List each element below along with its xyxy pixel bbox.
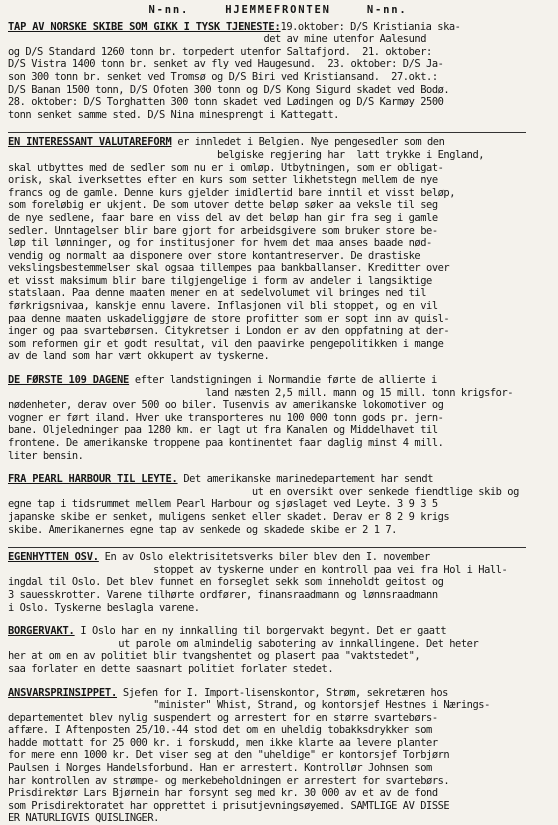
article-line: [8, 638, 548, 651]
article-line: [8, 812, 548, 825]
article-text: førkrigsnivaa, kanskje ennu lavere. Inflasjonen vil bli stoppet, og en vil: [8, 300, 438, 312]
article-line: [8, 21, 548, 34]
article-text: stoppet av tyskerne under en kontroll paa vei fra Hol i Hall-: [8, 564, 507, 576]
page-header: [8, 4, 548, 17]
article: [8, 473, 548, 536]
article-text: ER NATURLIGVIS QUISLINGER.: [8, 812, 159, 824]
article-text: som foreløbig er ukjent. De som utover dette beløp søker aa veksle til seg: [8, 199, 438, 211]
article-line: [8, 551, 548, 564]
article-text: En av Oslo elektrisitetsverks biler blev den I. november: [99, 551, 430, 563]
article: [8, 21, 548, 122]
article-text: her at om en av politiet blir tvangshentet og plasert paa "vaktstedet",: [8, 650, 420, 662]
article-line: [8, 374, 548, 387]
article-line: [8, 699, 548, 712]
article-line: [8, 473, 548, 486]
article-text: løp til lønninger, og for institusjoner for hvem det maa anses baade nød-: [8, 237, 432, 249]
article-heading: FRA PEARL HARBOUR TIL LEYTE.: [8, 473, 178, 485]
article-line: [8, 412, 548, 425]
article-text: D/S Vistra 1400 tonn br. senket av fly ved Haugesund. 23. oktober: D/S Ja-: [8, 58, 443, 70]
article-line: [8, 313, 548, 326]
article-line: [8, 250, 548, 263]
article-line: [8, 71, 548, 84]
article-line: [8, 387, 548, 400]
divider: [8, 132, 526, 133]
article-text: nødenheter, derav over 500 oo biler. Tusenvis av amerikanske lokomotiver og: [8, 399, 443, 411]
article-line: [8, 687, 548, 700]
article-text: vekslingsbestemmelser skal ogsaa tillempes paa bankballanser. Kreditter over: [8, 262, 449, 274]
newsletter-title: HJEMMEFRONTEN: [225, 4, 331, 16]
article-line: [8, 787, 548, 800]
article: [8, 687, 548, 825]
article-line: [8, 486, 548, 499]
article-heading: DE FØRSTE 109 DAGENE: [8, 374, 129, 386]
article-text: skibe. Amerikanernes egne tap av senkede og skadede skibe er 2 1 7.: [8, 524, 397, 536]
article-text: av de land som har vært okkupert av tyskerne.: [8, 350, 269, 362]
article-text: 19.oktober: D/S Kristiania ska-: [281, 21, 461, 33]
article-text: som reformen gir et godt resultat, vil den paavirke pengepolitikken i mange: [8, 338, 443, 350]
article-line: [8, 174, 548, 187]
article-line: [8, 800, 548, 813]
article-text: bane. Oljeledninger paa 1280 km. er lagt ut fra Kanalen og Middelhavet til: [8, 424, 438, 436]
article-line: [8, 338, 548, 351]
article-line: [8, 737, 548, 750]
article-text: Prisdirektør Lars Bjørnein har forsynt seg med kr. 30 000 av et av de fond: [8, 787, 438, 799]
article-text: son 300 tonn br. senket ved Tromsø og D/S Biri ved Kristiansand. 27.okt.:: [8, 71, 438, 83]
article-line: [8, 199, 548, 212]
article-line: [8, 46, 548, 59]
article: [8, 132, 548, 363]
article-text: affære. I Aftenposten 25/10.-44 stod det om en uheldig tobakksdrykker som: [8, 724, 432, 736]
article-line: [8, 33, 548, 46]
article-text: statslaan. Paa denne maaten mener en at sedelvolumet vil bringes ned til: [8, 287, 426, 299]
article-line: [8, 576, 548, 589]
article-line: [8, 437, 548, 450]
article-list: [8, 21, 548, 825]
article-line: [8, 724, 548, 737]
header-right-mark: N-nn.: [367, 4, 408, 16]
article-line: [8, 663, 548, 676]
article-text: I Oslo har en ny innkalling til borgervakt begynt. Det er gaatt: [75, 625, 447, 637]
article-line: [8, 136, 548, 149]
article-text: ut en oversikt over senkede fiendtlige skib og: [8, 486, 519, 498]
article-text: saa forlater en dette saasnart politiet forlater stedet.: [8, 663, 333, 675]
article: [8, 374, 548, 462]
article-line: [8, 225, 548, 238]
article-text: det av mine utenfor Aalesund: [8, 33, 426, 45]
article-heading: EN INTERESSANT VALUTAREFORM: [8, 136, 172, 148]
article-text: Paulsen i Norges Handelsforbund. Han er arrestert. Kontrollør Johnsen som: [8, 762, 432, 774]
article-heading: EGENHYTTEN OSV.: [8, 551, 99, 563]
article-text: for mere enn 1000 kr. Det viser seg at den "uheldige" er kontorsjef Torbjørn: [8, 749, 449, 761]
article-text: frontene. De amerikanske troppene paa kontinentet faar daglig minst 4 mill.: [8, 437, 443, 449]
article-line: [8, 712, 548, 725]
article-text: ut parole om almindelig sabotering av innkallingene. Det heter: [8, 638, 478, 650]
article-line: [8, 275, 548, 288]
article-line: [8, 350, 548, 363]
article-line: [8, 450, 548, 463]
article-text: og D/S Standard 1260 tonn br. torpedert utenfor Saltafjord. 21. oktober:: [8, 46, 432, 58]
article-heading: ANSVARSPRINSIPPET.: [8, 687, 117, 699]
article-text: egne tap i tidsrummet mellem Pearl Harbour og sjøslaget ved Leyte. 3 9 3 5: [8, 498, 438, 510]
article-text: japanske skibe er senket, muligens senket eller skadet. Derav er 8 2 9 krigs: [8, 511, 449, 523]
article-line: [8, 162, 548, 175]
article-line: [8, 589, 548, 602]
article-text: departementet blev nylig suspendert og arrestert for en større svartebørs-: [8, 712, 438, 724]
article-text: de nye sedlene, faar bare en viss del av det beløp han gir fra seg i gamle: [8, 212, 438, 224]
article-line: [8, 84, 548, 97]
article-text: vendig og normalt aa disponere over store kontantreserver. De drastiske: [8, 250, 420, 262]
article-text: inger og paa svartebørsen. Citykretser i London er av den oppfatning at der-: [8, 325, 449, 337]
article-text: land næsten 2,5 mill. mann og 15 mill. tonn krigsfor-: [8, 387, 513, 399]
article-line: [8, 325, 548, 338]
article-text: er innledet i Belgien. Nye pengesedler som den: [172, 136, 445, 148]
article-line: [8, 187, 548, 200]
article-line: [8, 237, 548, 250]
article-text: skal utbyttes med de sedler som nu er i omløp. Utbytningen, som er obligat-: [8, 162, 443, 174]
article-line: [8, 775, 548, 788]
article-line: [8, 625, 548, 638]
article-text: Sjefen for I. Import-lisenskontor, Strøm, sekretæren hos: [117, 687, 448, 699]
article-text: francs og de gamle. Denne kurs gjelder imidlertid bare inntil et visst beløp,: [8, 187, 455, 199]
article-line: [8, 399, 548, 412]
article-line: [8, 300, 548, 313]
article: [8, 625, 548, 675]
article-line: [8, 762, 548, 775]
article-line: [8, 650, 548, 663]
article-text: tonn senket samme sted. D/S Nina minesprengt i Kattegatt.: [8, 109, 339, 121]
article-line: [8, 96, 548, 109]
article-text: paa denne maaten uskadeliggjøre de store profitter som er sopt inn av quisl-: [8, 313, 449, 325]
article-text: sedler. Unntagelser blir bare gjort for arbeidsgivere som bruker store be-: [8, 225, 438, 237]
article-line: [8, 58, 548, 71]
article-text: et visst maksimum blir bare tilgjengelige i form av andeler i langsiktige: [8, 275, 432, 287]
article-line: [8, 212, 548, 225]
article-text: orisk, skal iverksettes efter en kurs som setter likhetstegn mellem de nye: [8, 174, 438, 186]
article-line: [8, 749, 548, 762]
header-left-mark: N-nn.: [148, 4, 189, 16]
article-text: ingdal til Oslo. Det blev funnet en forseglet sekk som inneholdt geitost og: [8, 576, 443, 588]
article-text: liter bensin.: [8, 450, 83, 462]
article-text: belgiske regjering har latt trykke i England,: [8, 149, 484, 161]
article: [8, 547, 548, 614]
article-text: D/S Banan 1500 tonn, D/S Ofoten 300 tonn og D/S Kong Sigurd skadet ved Bodø.: [8, 84, 449, 96]
article-line: [8, 262, 548, 275]
article-text: 28. oktober: D/S Torghatten 300 tonn skadet ved Lødingen og D/S Karmøy 2500: [8, 96, 443, 108]
article-line: [8, 524, 548, 537]
article-text: som Prisdirektoratet har opprettet i prisutjevningsøyemed. SAMTLIGE AV DISSE: [8, 800, 449, 812]
article-text: i Oslo. Tyskerne beslagla varene.: [8, 602, 200, 614]
article-heading: BORGERVAKT.: [8, 625, 75, 637]
article-line: [8, 564, 548, 577]
article-line: [8, 602, 548, 615]
article-line: [8, 424, 548, 437]
article-text: hadde mottatt for 25 000 kr. i forskudd, men ikke klarte aa levere planter: [8, 737, 438, 749]
article-line: [8, 511, 548, 524]
article-line: [8, 149, 548, 162]
article-text: "minister" Whist, Strand, og kontorsjef Hestnes i Nærings-: [8, 699, 490, 711]
article-text: Det amerikanske marinedepartement har sendt: [178, 473, 433, 485]
divider: [8, 547, 526, 548]
article-text: vogner er ført iland. Hver uke transporteres nu 100 000 tonn gods pr. jern-: [8, 412, 443, 424]
article-text: har kontrollen av strømpe- og merkebeholdningen er arrestert for svartebørs.: [8, 775, 449, 787]
article-line: [8, 109, 548, 122]
article-line: [8, 498, 548, 511]
article-line: [8, 287, 548, 300]
article-text: 3 sauesskrotter. Varene tilhørte ordfører, finansraadmann og lønnsraadmann: [8, 589, 438, 601]
article-heading: TAP AV NORSKE SKIBE SOM GIKK I TYSK TJENESTE:: [8, 21, 281, 33]
article-text: efter landstigningen i Normandie førte de allierte i: [129, 374, 437, 386]
